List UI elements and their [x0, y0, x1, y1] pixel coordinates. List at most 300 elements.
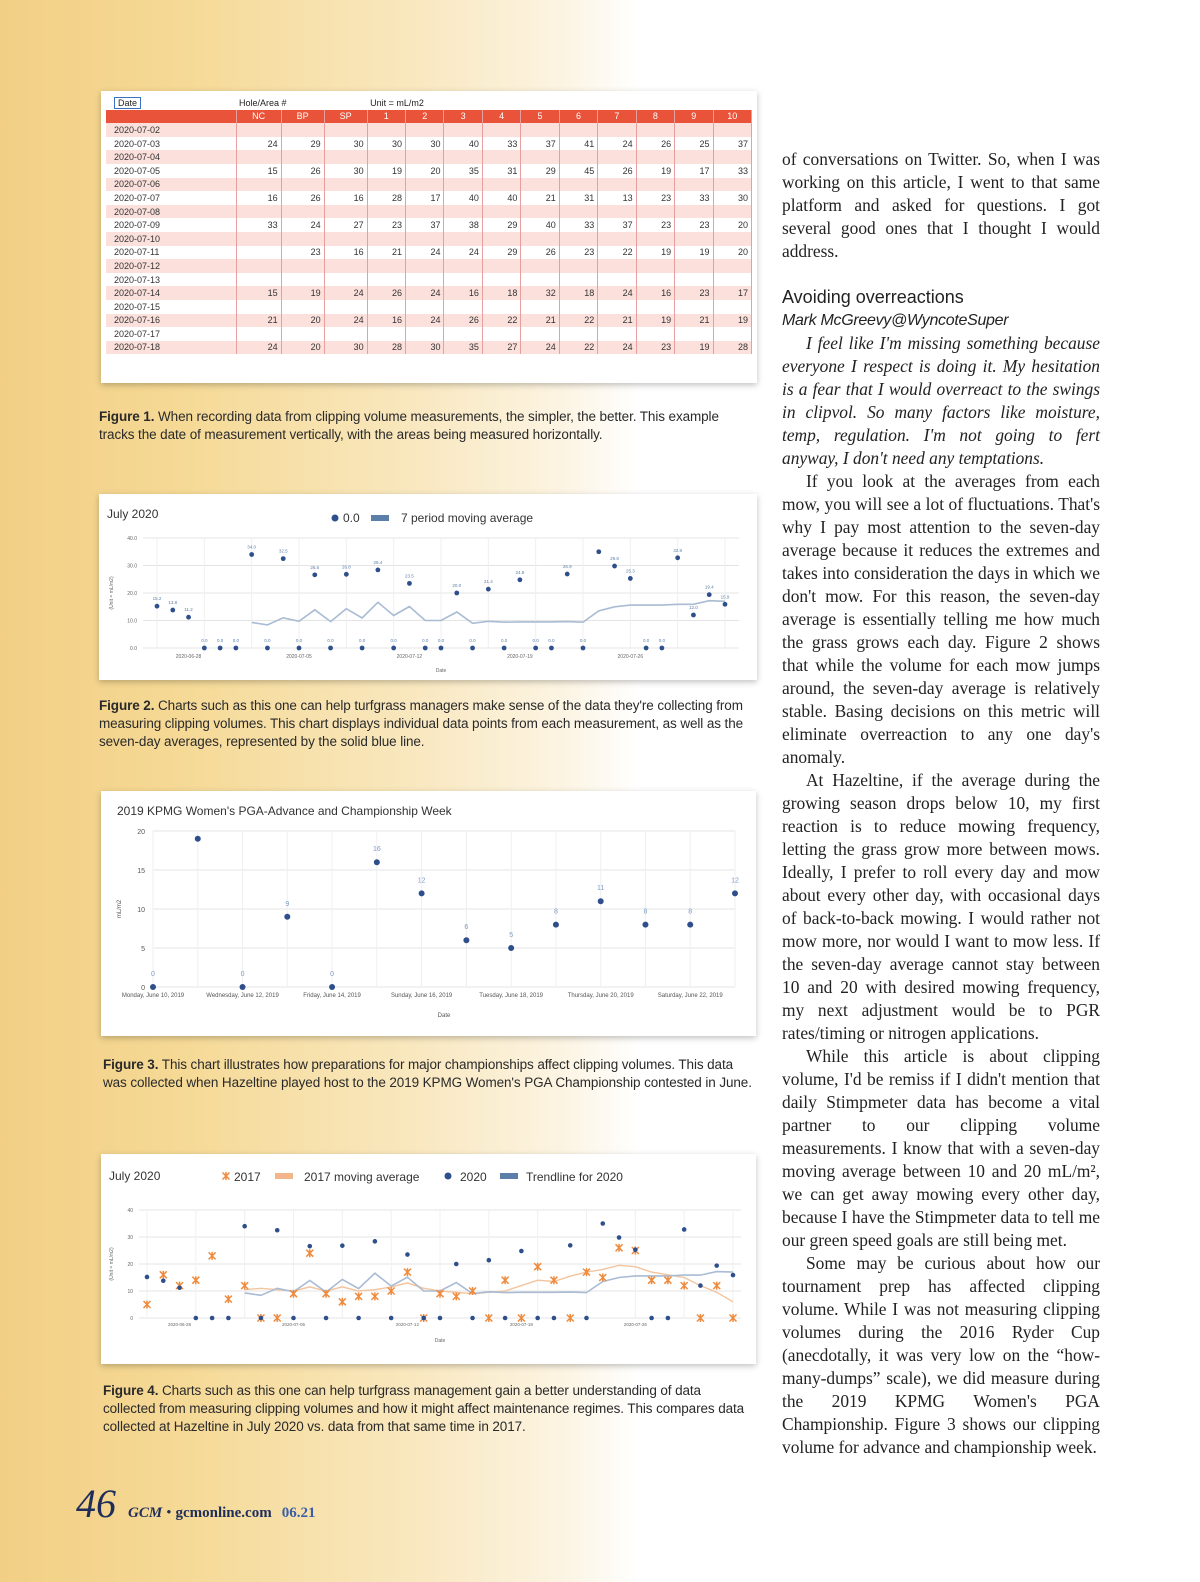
y-tick-label: 10 — [127, 1289, 133, 1295]
table-cell: 38 — [444, 218, 482, 232]
column-header: SP — [324, 110, 367, 124]
table-cell: 24 — [598, 341, 636, 355]
table-cell: 35 — [444, 164, 482, 178]
data-point — [218, 646, 223, 651]
table-cell: 2020-07-14 — [106, 286, 236, 300]
table-cell: 16 — [236, 191, 281, 205]
data-point — [312, 572, 317, 577]
x-tick-label: 2020-07-05 — [286, 654, 312, 660]
table-cell — [521, 178, 559, 192]
data-label: 5 — [509, 932, 514, 939]
table-cell — [713, 205, 751, 219]
data-point-2017 — [355, 1292, 362, 1300]
table-cell: 16 — [324, 191, 367, 205]
data-label: 0 — [240, 971, 245, 978]
table-cell: 40 — [444, 191, 482, 205]
data-point-2017 — [404, 1268, 411, 1276]
data-label: 25.3 — [625, 568, 635, 574]
data-label: 0.0 — [642, 638, 650, 643]
figure-3-chart — [101, 791, 756, 1036]
x-tick-label: 2020-07-12 — [396, 654, 423, 660]
column-header: NC — [236, 110, 281, 124]
data-label: 0.0 — [264, 638, 271, 643]
x-tick-label: 2020-07-19 — [507, 654, 533, 660]
table-row — [106, 246, 752, 260]
column-header: 4 — [482, 110, 520, 124]
page-number: 46 — [76, 1481, 116, 1526]
table-cell — [636, 205, 674, 219]
table-cell — [324, 178, 367, 192]
y-tick-label: 15 — [137, 868, 145, 875]
table-cell — [236, 259, 281, 273]
table-cell — [406, 232, 444, 246]
data-point — [644, 646, 649, 651]
table-cell: 28 — [367, 341, 405, 355]
table-cell — [598, 205, 636, 219]
table-cell — [236, 150, 281, 164]
table-cell — [713, 178, 751, 192]
figure-2-text: Charts such as this one can help turfgrass managers make sense of the data they're collecting from measuring clipping volumes. This chart displays individual data points from each measurement, as well as the seven-day averages, represented by the solid blue line. — [99, 698, 744, 749]
table-cell — [675, 150, 713, 164]
table-cell — [559, 327, 597, 341]
data-label: 0.0 — [658, 638, 666, 643]
table-cell: 30 — [713, 191, 751, 205]
table-cell: 26 — [367, 286, 405, 300]
data-point-2020 — [177, 1285, 182, 1290]
column-header: 2 — [406, 110, 444, 124]
data-label: 6 — [464, 924, 469, 932]
data-label: 0 — [330, 971, 335, 978]
data-label: 0.0 — [390, 638, 397, 643]
table-top-row — [106, 96, 752, 110]
table-cell — [598, 259, 636, 273]
data-point-2020 — [438, 1316, 443, 1321]
data-point — [691, 613, 696, 618]
issue-date: 06.21 — [281, 1505, 316, 1521]
table-cell — [406, 205, 444, 219]
data-label: 9 — [285, 900, 290, 908]
data-label: 0.0 — [579, 638, 587, 643]
table-cell: 26 — [444, 314, 482, 328]
table-cell — [675, 123, 713, 137]
table-cell — [521, 300, 559, 314]
table-cell — [675, 205, 713, 219]
table-cell — [636, 259, 674, 273]
data-label: 0.0 — [216, 638, 224, 643]
table-cell: 23 — [559, 246, 597, 260]
table-cell: 18 — [482, 286, 520, 300]
data-label: 29.8 — [610, 556, 619, 562]
data-point-2020 — [698, 1283, 703, 1288]
table-cell — [324, 232, 367, 246]
article-column — [782, 148, 1100, 1459]
x-tick-label: 2020-07-12 — [395, 1322, 419, 1327]
publication-name: GCM — [128, 1505, 163, 1521]
data-point — [265, 646, 270, 651]
table-cell — [482, 327, 520, 341]
x-tick-label: Tuesday, June 18, 2019 — [479, 993, 544, 999]
table-cell: 19 — [636, 246, 674, 260]
table-cell: 20 — [713, 218, 751, 232]
table-cell: 41 — [559, 137, 597, 151]
column-header: 5 — [521, 110, 559, 124]
figure-1-caption — [99, 408, 749, 444]
table-cell: 2020-07-16 — [106, 314, 236, 328]
table-cell — [713, 150, 751, 164]
table-cell — [406, 300, 444, 314]
data-point — [707, 592, 712, 597]
table-row — [106, 218, 752, 232]
column-header: 10 — [713, 110, 751, 124]
table-cell: 30 — [324, 137, 367, 151]
figure-1-text: When recording data from clipping volume measurements, the simpler, the better. This example tracks the date of measurement vertically, with the areas being measured horizontally. — [99, 409, 719, 442]
table-cell — [236, 300, 281, 314]
y-axis-label: (Unit = mL/m2) — [109, 576, 115, 610]
data-point-2020 — [731, 1273, 736, 1278]
legend-dot-icon — [332, 515, 339, 522]
table-cell: 19 — [713, 314, 751, 328]
table-cell: 2020-07-10 — [106, 232, 236, 246]
table-cell — [559, 300, 597, 314]
table-cell: 37 — [598, 218, 636, 232]
table-cell: 29 — [521, 164, 559, 178]
table-cell — [636, 178, 674, 192]
column-header: 7 — [598, 110, 636, 124]
table-cell — [559, 273, 597, 287]
table-cell — [521, 327, 559, 341]
table-cell — [598, 232, 636, 246]
data-point — [517, 577, 522, 582]
data-point-2020 — [389, 1316, 394, 1321]
table-cell: 23 — [675, 286, 713, 300]
top-date-cell — [106, 96, 236, 110]
table-cell: 28 — [713, 341, 751, 355]
data-label: 0.0 — [201, 638, 208, 643]
legend-star-icon — [223, 1172, 230, 1180]
table-cell: 13 — [598, 191, 636, 205]
table-cell: 37 — [713, 137, 751, 151]
data-point — [328, 646, 333, 651]
data-point-2020 — [340, 1243, 345, 1248]
data-label: 23.5 — [405, 573, 414, 579]
table-cell: 32 — [521, 286, 559, 300]
table-cell — [367, 205, 405, 219]
table-cell — [559, 123, 597, 137]
figure-4-chart — [101, 1154, 756, 1364]
chart-title: 2019 KPMG Women's PGA-Advance and Championship Week — [117, 804, 452, 818]
table-cell — [675, 178, 713, 192]
data-point — [375, 568, 380, 573]
table-cell: 19 — [675, 246, 713, 260]
table-cell: 21 — [521, 314, 559, 328]
data-point — [423, 646, 428, 651]
table-cell — [281, 259, 324, 273]
table-cell: 31 — [482, 164, 520, 178]
data-label: 0 — [151, 971, 155, 978]
table-cell: 20 — [281, 314, 324, 328]
y-tick-label: 10.0 — [127, 618, 137, 625]
figure-1-label: Figure 1. — [99, 409, 155, 424]
data-point-2020 — [356, 1316, 361, 1321]
table-cell: 40 — [444, 137, 482, 151]
table-cell — [444, 232, 482, 246]
table-cell: 23 — [367, 218, 405, 232]
table-cell — [521, 259, 559, 273]
data-point — [439, 646, 444, 651]
table-row — [106, 286, 752, 300]
table-cell — [636, 150, 674, 164]
table-cell — [281, 205, 324, 219]
table-cell: 2020-07-09 — [106, 218, 236, 232]
table-cell: 20 — [713, 246, 751, 260]
data-point — [454, 591, 459, 596]
table-cell — [324, 259, 367, 273]
website-link[interactable]: gcmonline.com — [175, 1505, 272, 1521]
table-cell — [444, 300, 482, 314]
table-cell — [324, 300, 367, 314]
table-cell: 23 — [675, 218, 713, 232]
data-point — [240, 984, 246, 990]
table-row — [106, 123, 752, 137]
table-cell: 24 — [406, 246, 444, 260]
y-tick-label: 0 — [130, 1316, 133, 1322]
data-point — [642, 922, 648, 928]
data-point — [155, 604, 160, 609]
table-header-row — [106, 110, 752, 124]
table-cell — [482, 300, 520, 314]
data-point-2017 — [209, 1252, 216, 1260]
table-row — [106, 191, 752, 205]
table-cell — [236, 205, 281, 219]
data-point — [202, 646, 207, 651]
table-cell: 30 — [406, 137, 444, 151]
table-cell — [713, 123, 751, 137]
table-cell — [675, 232, 713, 246]
table-cell: 16 — [444, 286, 482, 300]
table-cell: 24 — [324, 286, 367, 300]
table-cell: 2020-07-03 — [106, 137, 236, 151]
x-tick-label: Saturday, June 22, 2019 — [657, 993, 723, 999]
table-cell — [406, 178, 444, 192]
data-point-2020 — [714, 1263, 719, 1268]
table-cell: 2020-07-11 — [106, 246, 236, 260]
data-point — [407, 581, 412, 586]
table-cell — [713, 232, 751, 246]
x-tick-label: Monday, June 10, 2019 — [121, 993, 185, 999]
data-label: 21.4 — [483, 579, 493, 585]
table-cell: 33 — [713, 164, 751, 178]
data-point — [732, 890, 738, 896]
table-cell: 21 — [236, 314, 281, 328]
table-cell — [236, 246, 281, 260]
table-cell — [598, 273, 636, 287]
table-cell: 27 — [324, 218, 367, 232]
table-cell — [482, 232, 520, 246]
data-label: 0.0 — [295, 638, 303, 643]
table-cell: 21 — [675, 314, 713, 328]
data-point-2017 — [534, 1263, 541, 1271]
data-point-2020 — [617, 1235, 622, 1240]
table-cell: 22 — [559, 341, 597, 355]
data-point — [344, 572, 349, 577]
data-point-2017 — [648, 1276, 655, 1284]
table-cell — [482, 123, 520, 137]
table-cell: 19 — [636, 164, 674, 178]
table-cell — [281, 300, 324, 314]
table-cell — [324, 123, 367, 137]
table-cell — [324, 273, 367, 287]
data-point — [284, 914, 290, 920]
table-cell — [713, 300, 751, 314]
table-cell: 33 — [675, 191, 713, 205]
data-point-2017 — [599, 1274, 606, 1282]
x-tick-label: 2020-07-26 — [617, 654, 644, 660]
data-label: 0.0 — [437, 638, 445, 643]
table-cell: 26 — [521, 246, 559, 260]
table-cell: 24 — [598, 137, 636, 151]
data-point-2020 — [682, 1227, 687, 1232]
data-point-2020 — [519, 1249, 524, 1254]
table-cell — [482, 150, 520, 164]
table-cell — [636, 232, 674, 246]
data-point-2020 — [503, 1316, 508, 1321]
table-cell: 2020-07-04 — [106, 150, 236, 164]
y-tick-label: 20 — [137, 829, 145, 836]
column-header: 3 — [444, 110, 482, 124]
article-paragraph-3: At Hazeltine, if the average during the growing season drops below 10, my first reaction is to reduce mowing frequency, letting the grass grow more between mows. Ideally, I prefer to roll every day and mow about every other day, with occasional days of back-to-back mowing. I would rather not mow more, nor would I want to mow less. If the seven-day average cannot stay between 10 and 20 with desired mowing frequency, my next adjustment would be to PGR rates/timing or nitrogen applications. — [782, 770, 1100, 1043]
legend-line-2017-icon — [275, 1173, 293, 1179]
data-point — [723, 602, 728, 607]
table-cell — [444, 205, 482, 219]
x-tick-label: Thursday, June 20, 2019 — [567, 993, 634, 999]
table-cell: 17 — [406, 191, 444, 205]
table-row — [106, 150, 752, 164]
table-cell: 30 — [324, 341, 367, 355]
column-header: 6 — [559, 110, 597, 124]
figure-3-svg — [101, 791, 756, 1036]
column-header: BP — [281, 110, 324, 124]
hole-area-label: Hole/Area # — [236, 96, 367, 110]
data-label: 12 — [417, 877, 426, 885]
data-point-2020 — [259, 1316, 264, 1321]
data-point-2017 — [664, 1276, 671, 1284]
chart-title: July 2020 — [109, 1169, 161, 1183]
table-cell — [444, 273, 482, 287]
table-cell: 2020-07-13 — [106, 273, 236, 287]
table-cell: 26 — [281, 191, 324, 205]
x-tick-label: 2020-06-28 — [175, 654, 202, 660]
table-cell: 33 — [559, 218, 597, 232]
date-label: Date — [114, 97, 141, 109]
data-label: 8 — [553, 908, 558, 916]
y-tick-label: 30 — [127, 1235, 133, 1241]
table-cell — [406, 259, 444, 273]
data-point-2020 — [568, 1243, 573, 1248]
table-cell: 16 — [636, 286, 674, 300]
table-cell — [444, 123, 482, 137]
table-cell — [367, 327, 405, 341]
table-cell: 24 — [406, 286, 444, 300]
y-tick-label: 30.0 — [127, 563, 137, 570]
table-cell — [636, 123, 674, 137]
data-point-2020 — [584, 1316, 589, 1321]
data-label: 11.2 — [184, 607, 193, 613]
table-row — [106, 259, 752, 273]
data-point-2020 — [291, 1316, 296, 1321]
data-point-2020 — [145, 1275, 150, 1280]
table-cell: 2020-07-18 — [106, 341, 236, 355]
data-point-2017 — [616, 1244, 623, 1252]
article-paragraph-1: of conversations on Twitter. So, when I was working on this article, I went to that same platform and asked for questions. I got several good ones that I thought I would address. — [782, 149, 1100, 261]
table-cell: 25 — [675, 137, 713, 151]
x-tick-label: 2020-07-05 — [281, 1322, 306, 1327]
table-cell — [598, 178, 636, 192]
table-cell: 16 — [324, 246, 367, 260]
data-point-2020 — [226, 1316, 231, 1321]
table-cell: 40 — [482, 191, 520, 205]
x-axis-label: Date — [435, 668, 447, 674]
table-cell: 24 — [444, 246, 482, 260]
data-point — [486, 587, 491, 592]
data-point-2020 — [649, 1316, 654, 1321]
table-cell — [367, 259, 405, 273]
data-point-2017 — [339, 1298, 346, 1306]
y-axis-label: (Unit = mL/m2) — [109, 1247, 115, 1281]
data-point — [186, 615, 191, 620]
y-tick-label: 40 — [127, 1208, 133, 1214]
table-cell — [713, 259, 751, 273]
figure-4-svg — [101, 1154, 756, 1364]
table-cell — [281, 273, 324, 287]
table-row — [106, 232, 752, 246]
data-point — [249, 552, 254, 557]
table-cell: 19 — [367, 164, 405, 178]
table-row — [106, 164, 752, 178]
data-point — [628, 576, 633, 581]
table-cell: 2020-07-17 — [106, 327, 236, 341]
x-tick-label: Friday, June 14, 2019 — [303, 993, 361, 999]
table-cell — [444, 259, 482, 273]
data-label: 26.9 — [562, 564, 572, 570]
data-label: 0.0 — [422, 638, 429, 643]
table-cell — [324, 327, 367, 341]
table-cell — [281, 232, 324, 246]
table-cell — [444, 327, 482, 341]
data-point-2020 — [242, 1224, 247, 1229]
table-cell — [559, 205, 597, 219]
table-cell — [521, 273, 559, 287]
x-tick-label: Sunday, June 16, 2019 — [390, 993, 453, 999]
table-cell: 33 — [482, 137, 520, 151]
table-cell — [521, 232, 559, 246]
data-label: 28.4 — [373, 559, 383, 565]
table-cell — [675, 327, 713, 341]
table-cell — [367, 273, 405, 287]
data-label: 12.0 — [689, 605, 698, 610]
data-point — [596, 549, 601, 554]
table-cell: 37 — [521, 137, 559, 151]
table-cell — [236, 273, 281, 287]
table-row — [106, 300, 752, 314]
table-cell: 31 — [559, 191, 597, 205]
x-axis-label: Date — [437, 1013, 451, 1019]
data-point — [233, 646, 238, 651]
data-point-2017 — [241, 1282, 248, 1290]
data-point-2020 — [405, 1252, 410, 1257]
data-point — [360, 646, 365, 651]
table-cell: 16 — [367, 314, 405, 328]
data-point — [612, 564, 617, 569]
